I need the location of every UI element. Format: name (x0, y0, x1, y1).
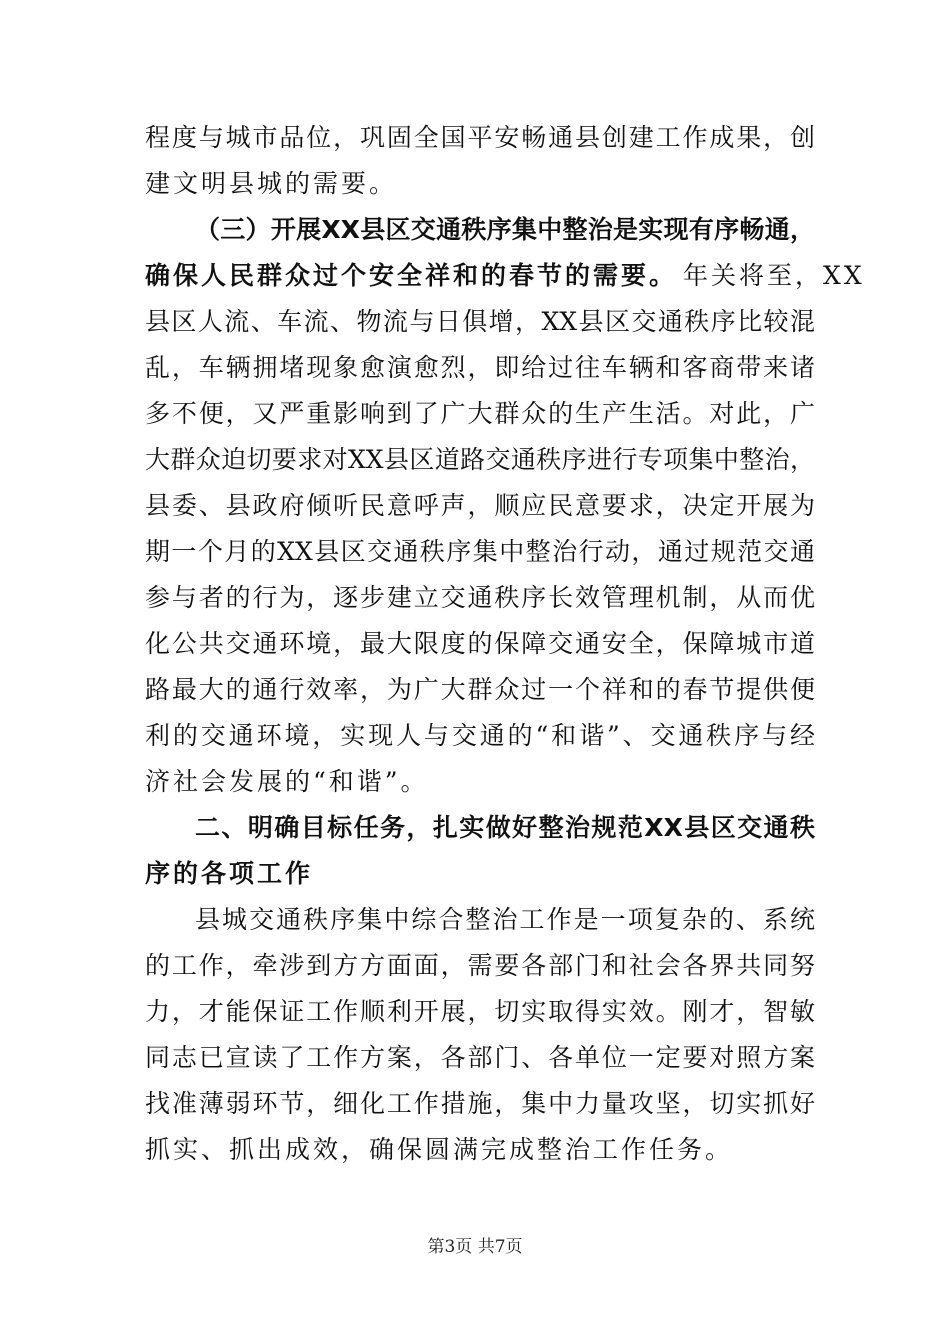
paragraph-line: 力，才能保证工作顺利开展，切实取得实效。刚才，智敏 (145, 997, 815, 1026)
paragraph-line: 的工作，牵涉到方方面面，需要各部门和社会各界共同努 (145, 951, 815, 980)
paragraph-line: 同志已宣读了工作方案，各部门、各单位一定要对照方案 (145, 1043, 815, 1072)
paragraph-line: 县委、县政府倾听民意呼声，顺应民意要求，决定开展为 (145, 491, 815, 520)
paragraph-line: 期一个月的XX县区交通秩序集中整治行动，通过规范交通 (145, 537, 815, 566)
section-heading-line: 序的各项工作 (145, 859, 314, 888)
paragraph-line: 抓实、抓出成效，确保圆满完成整治工作任务。 (145, 1135, 734, 1164)
subheading-line: 确保人民群众过个安全祥和的春节的需要。 (145, 261, 678, 290)
paragraph-line: 利的交通环境，实现人与交通的“和谐”、交通秩序与经 (145, 721, 815, 750)
paragraph-line: 县区人流、车流、物流与日俱增，XX县区交通秩序比较混 (145, 307, 815, 336)
paragraph-line: 大群众迫切要求对XX县区道路交通秩序进行专项集中整治， (145, 445, 815, 474)
paragraph-line: 找准薄弱环节，细化工作措施，集中力量攻坚，切实抓好 (145, 1089, 815, 1118)
subheading-line: （三）开展XX县区交通秩序集中整治是实现有序畅通， (195, 215, 815, 244)
paragraph-line: 化公共交通环境，最大限度的保障交通安全，保障城市道 (145, 629, 815, 658)
paragraph-line: 多不便，又严重影响到了广大群众的生产生活。对此，广 (145, 399, 815, 428)
paragraph-line: 建文明县城的需要。 (145, 169, 398, 198)
paragraph-line: 路最大的通行效率，为广大群众过一个祥和的春节提供便 (145, 675, 815, 704)
section-heading-line: 二、明确目标任务，扎实做好整治规范XX县区交通秩 (195, 813, 815, 842)
paragraph-line: 县城交通秩序集中综合整治工作是一项复杂的、系统 (195, 905, 815, 934)
paragraph-line: 参与者的行为，逐步建立交通秩序长效管理机制，从而优 (145, 583, 815, 612)
paragraph-text: 年关将至，XX (683, 261, 865, 290)
page-number: 第3页 共7页 (427, 1237, 523, 1257)
paragraph-line: 程度与城市品位，巩固全国平安畅通县创建工作成果，创 (145, 123, 815, 152)
paragraph-line: 乱，车辆拥堵现象愈演愈烈，即给过往车辆和客商带来诸 (145, 353, 815, 382)
paragraph-line (145, 254, 865, 298)
paragraph-line: 济社会发展的“和谐”。 (145, 767, 429, 796)
